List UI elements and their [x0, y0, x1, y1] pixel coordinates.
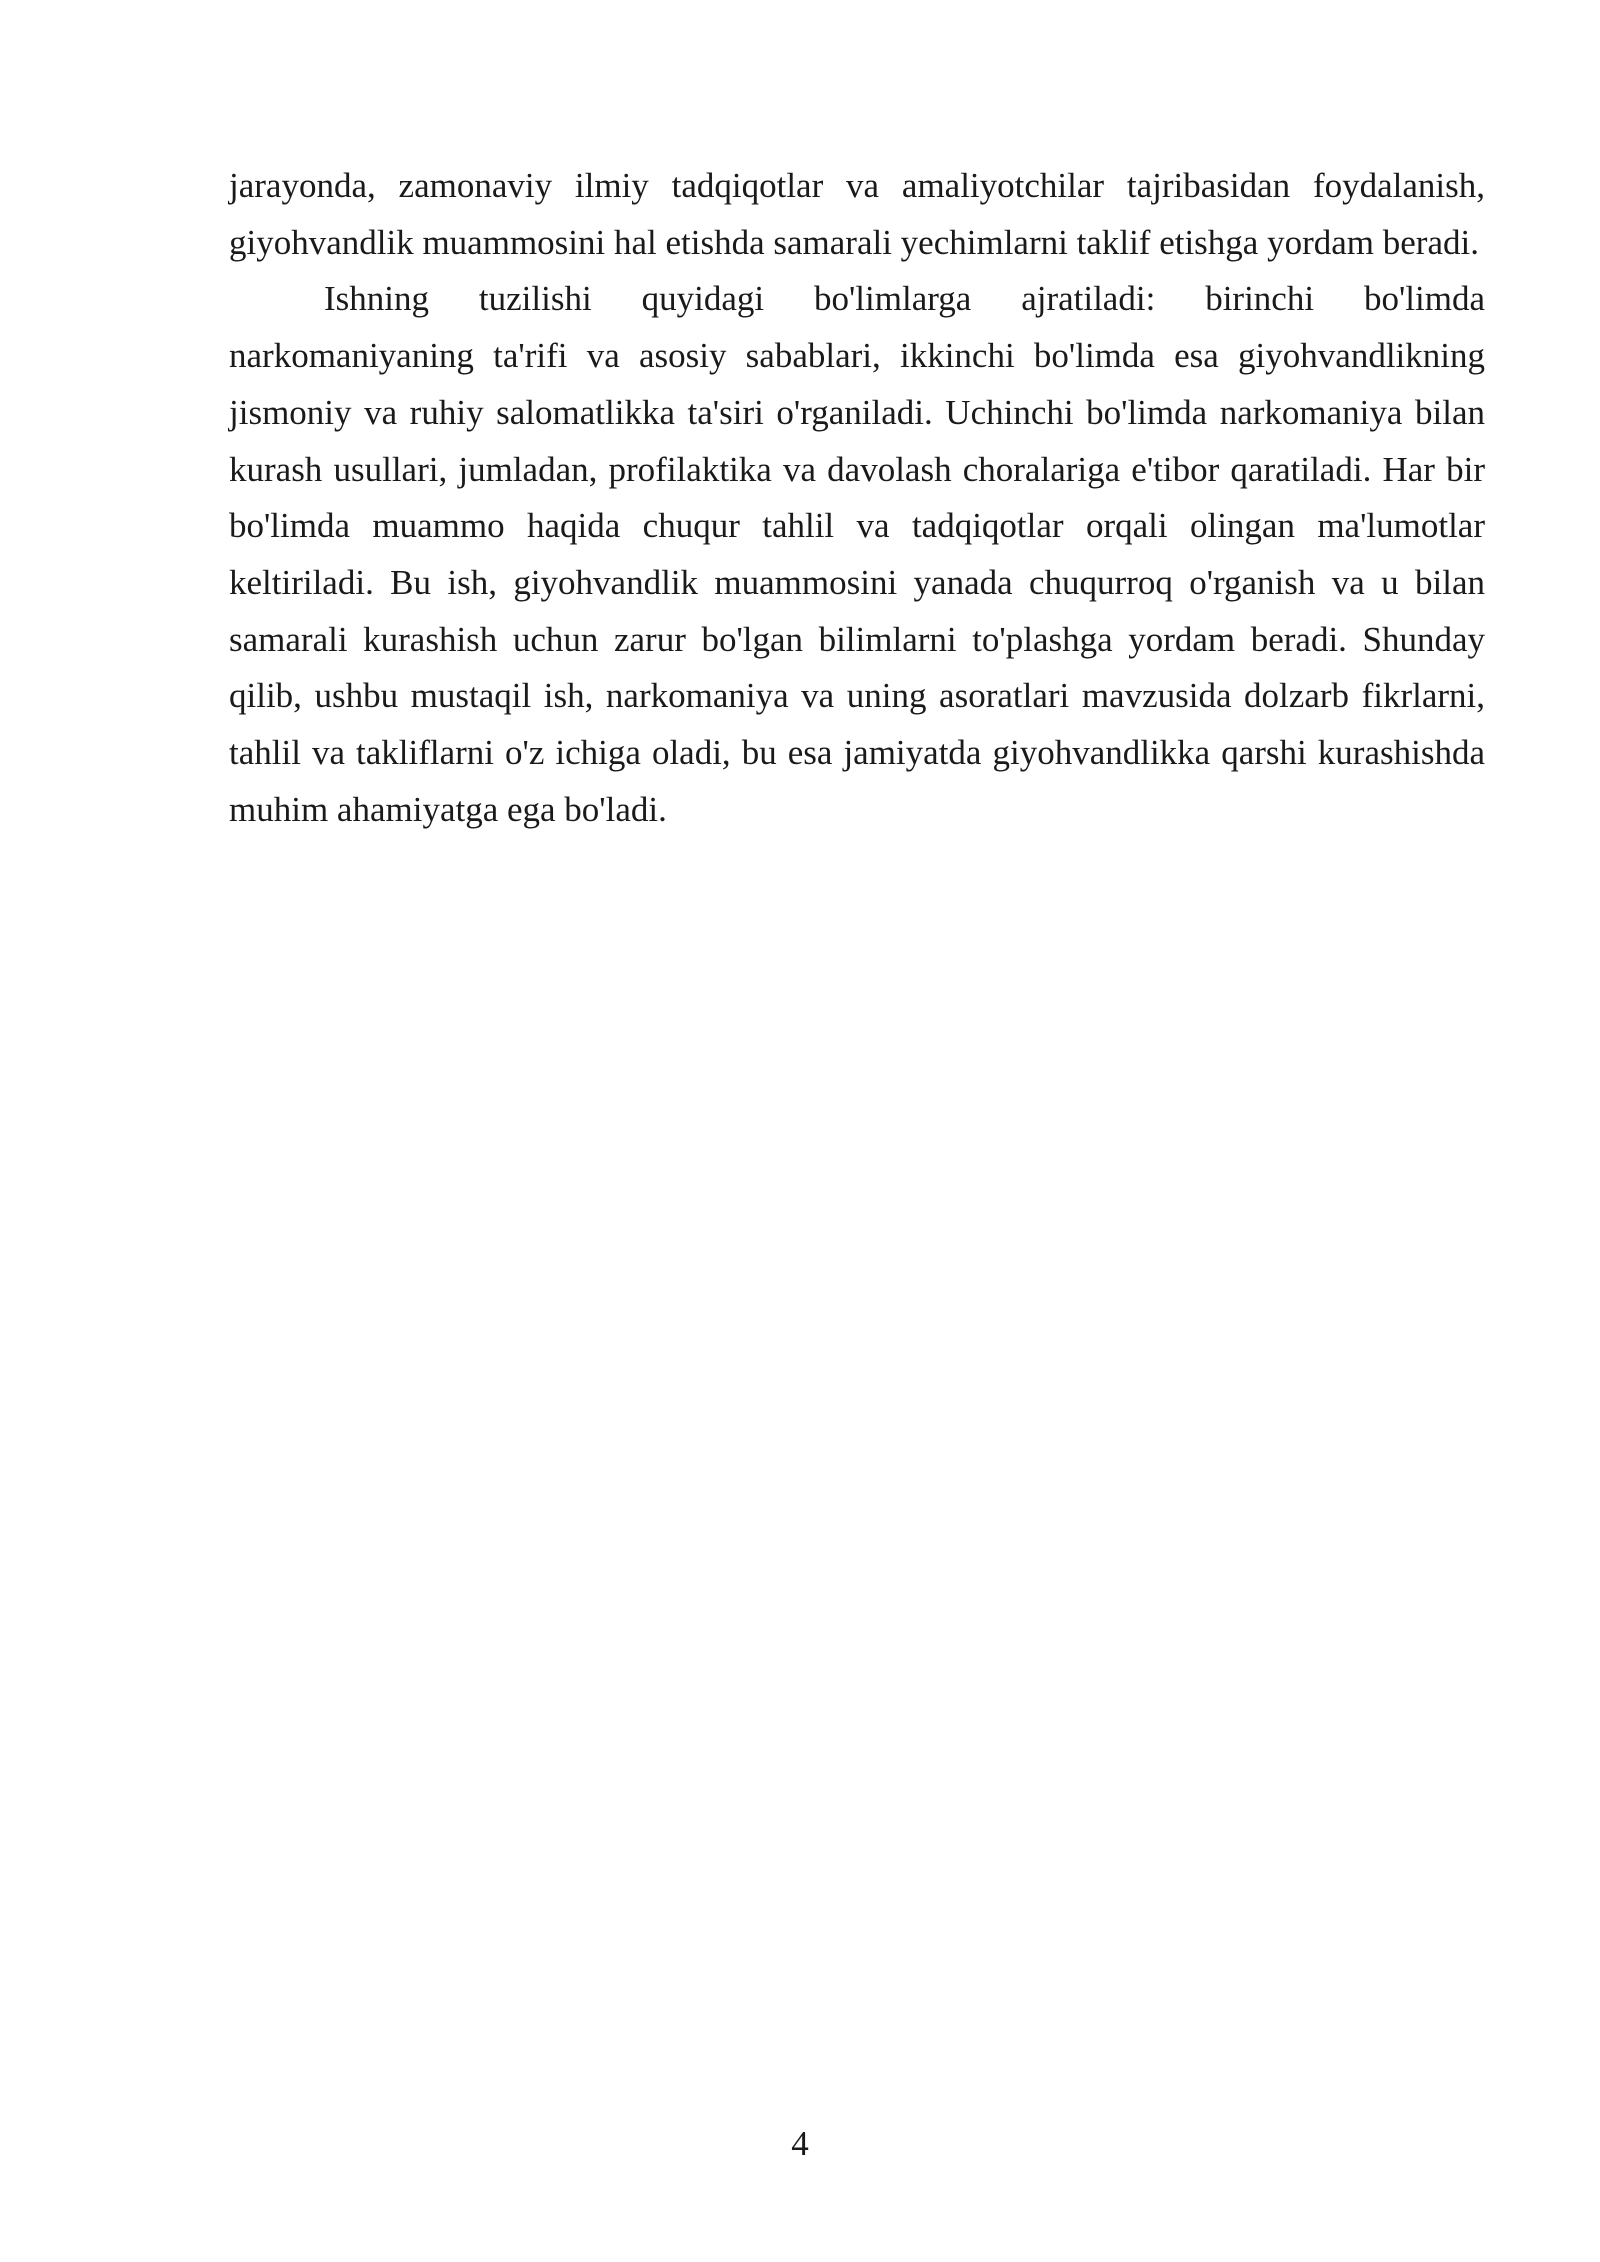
paragraph-continuation: jarayonda, zamonaviy ilmiy tadqiqotlar va amaliyotchilar tajribasidan foydalanish, giyohvandlik muammosini hal etishda samarali yechimlarni taklif etishga yordam beradi. [229, 166, 1485, 262]
body-text [229, 158, 1485, 838]
paragraph-structure: Ishning tuzilishi quyidagi bo'limlarga ajratiladi: birinchi bo'limda narkomaniyaning ta'rifi va asosiy sabablari, ikkinchi bo'limda esa giyohvandlikning jismoniy va ruhiy salomatlikka ta'siri o'rganiladi. Uchinchi bo'limda narkomaniya bilan kurash usullari, jumladan, profilaktika va davolash choralariga e'tibor qaratiladi. Har bir bo'limda muammo haqida chuqur tahlil va tadqiqotlar orqali olingan ma'lumotlar keltiriladi. Bu ish, giyohvandlik muammosini yanada chuqurroq o'rganish va u bilan samarali kurashish uchun zarur bo'lgan bilimlarni to'plashga yordam beradi. Shunday qilib, ushbu mustaqil ish, narkomaniya va uning asoratlari mavzusida dolzarb fikrlarni, tahlil va takliflarni o'z ichiga oladi, bu esa jamiyatda giyohvandlikka qarshi kurashishda muhim ahamiyatga ega bo'ladi. [229, 279, 1485, 829]
page-number: 4 [791, 2124, 809, 2163]
